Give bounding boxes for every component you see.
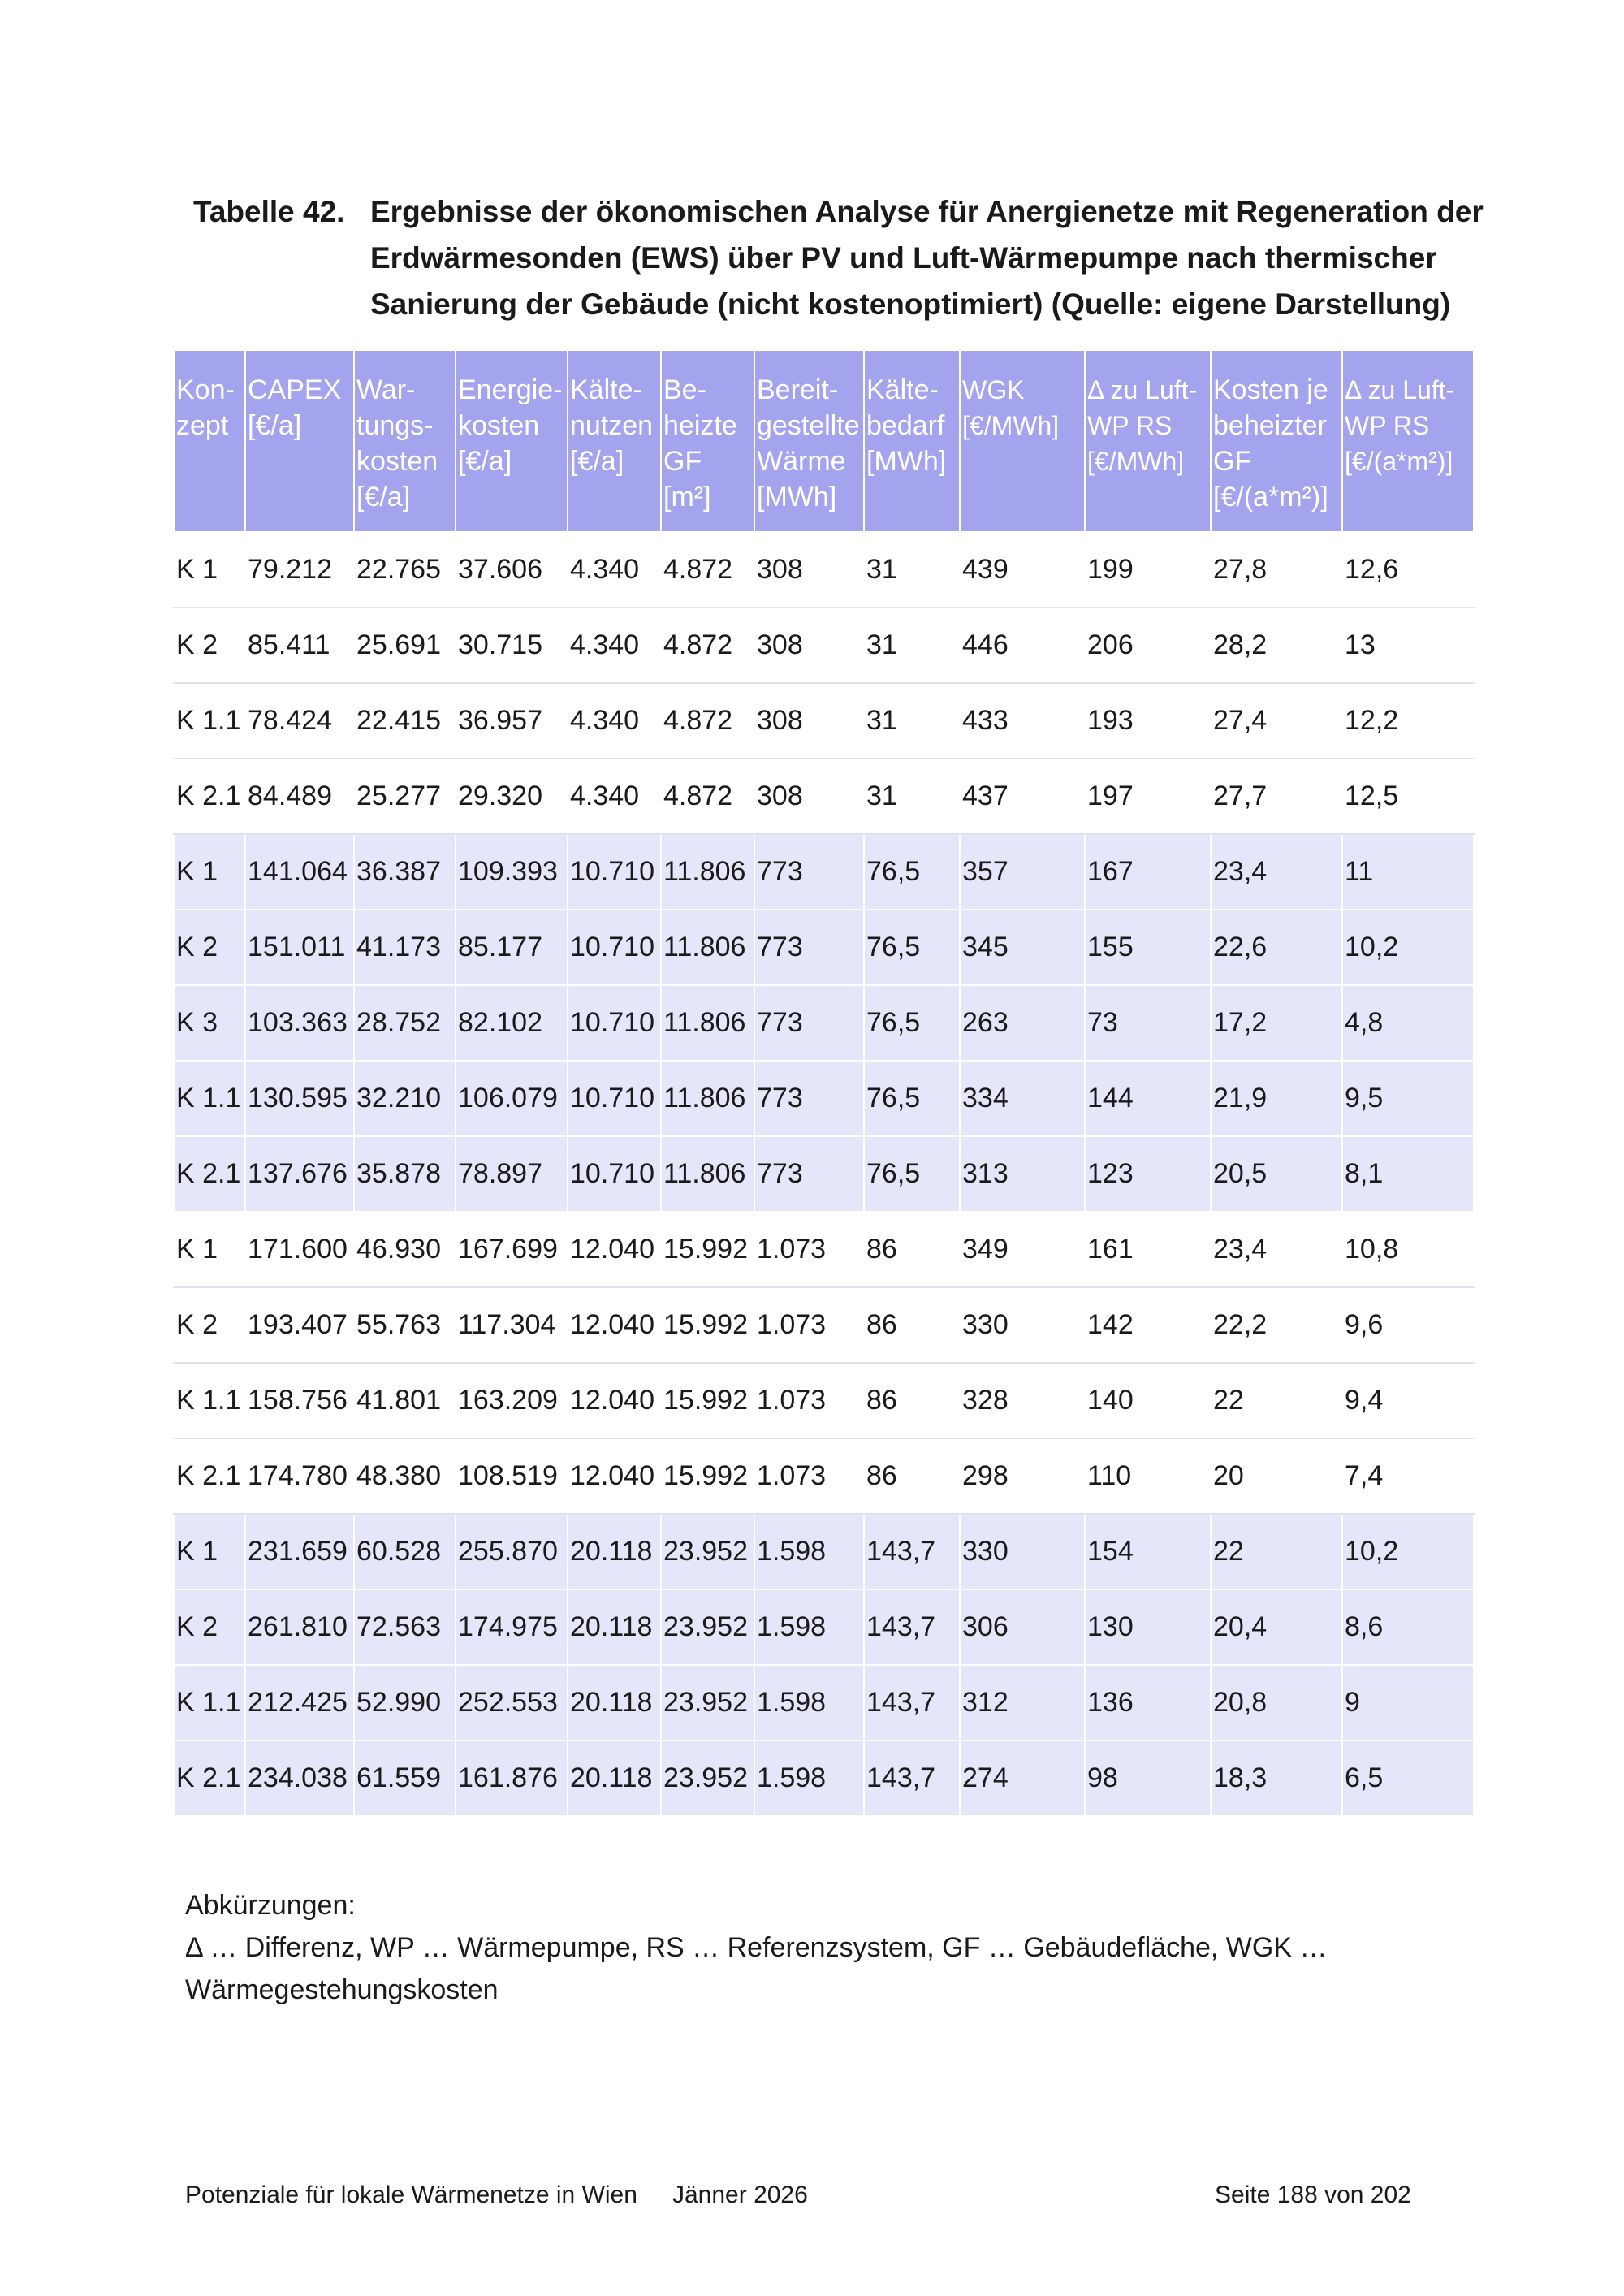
table-cell: 10,2 (1342, 910, 1474, 985)
table-cell: 78.424 (245, 683, 354, 759)
table-cell: 11.806 (661, 910, 754, 985)
column-header-line: Kälte- (866, 374, 939, 405)
table-cell: 4.872 (661, 608, 754, 683)
table-cell: 22,6 (1211, 910, 1342, 985)
table-cell: 171.600 (245, 1212, 354, 1287)
column-header-line: Kälte- (570, 374, 642, 405)
table-cell: 61.559 (354, 1740, 456, 1816)
table-cell: 76,5 (864, 985, 960, 1061)
table-cell: K 2.1 (174, 1438, 245, 1514)
column-header-line: [€/MWh] (1087, 447, 1185, 476)
column-header (1211, 350, 1342, 532)
table-cell: 15.992 (661, 1363, 754, 1438)
table-cell: 4.872 (661, 683, 754, 759)
table-cell: 76,5 (864, 910, 960, 985)
table-cell: K 1 (174, 1514, 245, 1589)
table-cell: 31 (864, 532, 960, 608)
table-row (174, 1740, 1474, 1816)
table-cell: 12.040 (568, 1363, 661, 1438)
table-cell: 72.563 (354, 1589, 456, 1665)
table-cell: 167.699 (456, 1212, 568, 1287)
table-row (174, 1514, 1474, 1589)
table-cell: 8,6 (1342, 1589, 1474, 1665)
table-cell: 37.606 (456, 532, 568, 608)
table-cell: 1.073 (754, 1438, 864, 1514)
table-cell: 60.528 (354, 1514, 456, 1589)
table-cell: 12.040 (568, 1438, 661, 1514)
table-row (174, 683, 1474, 759)
table-cell: 143,7 (864, 1665, 960, 1740)
table-cell: K 2.1 (174, 1136, 245, 1212)
table-cell: 41.801 (354, 1363, 456, 1438)
table-cell: 20.118 (568, 1589, 661, 1665)
column-header (1085, 350, 1211, 532)
table-cell: 73 (1085, 985, 1211, 1061)
table-cell: 103.363 (245, 985, 354, 1061)
column-header-line: Bereit- (757, 374, 839, 405)
table-cell: 193 (1085, 683, 1211, 759)
table-cell: 4.872 (661, 759, 754, 834)
column-header-line: CAPEX (248, 374, 342, 405)
table-cell: 274 (960, 1740, 1085, 1816)
column-header-line: Wärme (757, 446, 846, 477)
column-header-line: [€/(a*m²)] (1213, 482, 1328, 512)
table-cell: 313 (960, 1136, 1085, 1212)
caption-text (370, 188, 1484, 327)
table-cell: 30.715 (456, 608, 568, 683)
footer-date: Jänner 2026 (672, 2181, 808, 2208)
table-cell: 41.173 (354, 910, 456, 985)
table-cell: 1.598 (754, 1665, 864, 1740)
column-header (354, 350, 456, 532)
column-header-line: [€/(a*m²)] (1345, 447, 1453, 476)
table-row (174, 1438, 1474, 1514)
table-cell: 25.691 (354, 608, 456, 683)
footer-page-number: Seite 188 von 202 (1215, 2181, 1411, 2208)
table-cell: 1.598 (754, 1514, 864, 1589)
abbreviations-line: Wärmegestehungskosten (185, 1974, 499, 2005)
column-header-line: [€/MWh] (962, 411, 1060, 440)
table-cell: 9,5 (1342, 1061, 1474, 1136)
table-cell: 1.598 (754, 1740, 864, 1816)
column-header-line: GF (1213, 446, 1252, 477)
table-cell: 108.519 (456, 1438, 568, 1514)
table-cell: 4.340 (568, 759, 661, 834)
abbreviations (185, 1884, 1484, 2011)
column-header (174, 350, 245, 532)
column-header (245, 350, 354, 532)
table-cell: 174.975 (456, 1589, 568, 1665)
table-row (174, 532, 1474, 608)
table-row (174, 759, 1474, 834)
table-cell: K 2 (174, 1589, 245, 1665)
table-cell: 22.415 (354, 683, 456, 759)
table-cell: 98 (1085, 1740, 1211, 1816)
table-cell: 308 (754, 532, 864, 608)
column-header-line: [€/a] (458, 446, 512, 477)
column-header-line: [m²] (663, 482, 711, 512)
table-cell: 349 (960, 1212, 1085, 1287)
table-cell: K 2.1 (174, 1740, 245, 1816)
table-cell: 10.710 (568, 985, 661, 1061)
table-cell: 437 (960, 759, 1085, 834)
table-cell: K 1.1 (174, 1665, 245, 1740)
caption-line: Ergebnisse der ökonomischen Analyse für Anergienetze mit Regeneration der (370, 195, 1484, 228)
table-cell: 298 (960, 1438, 1085, 1514)
table-cell: K 1.1 (174, 683, 245, 759)
table-cell: 439 (960, 532, 1085, 608)
table-cell: 85.411 (245, 608, 354, 683)
column-header-line: kosten (458, 410, 540, 441)
table-cell: 12,6 (1342, 532, 1474, 608)
column-header-line: tungs- (356, 410, 434, 441)
table-cell: 4,8 (1342, 985, 1474, 1061)
footer-title: Potenziale für lokale Wärmenetze in Wien (185, 2181, 637, 2208)
table-cell: 22.765 (354, 532, 456, 608)
table-cell: 11.806 (661, 1061, 754, 1136)
table-row (174, 1212, 1474, 1287)
table-cell: K 2 (174, 910, 245, 985)
table-cell: K 1.1 (174, 1363, 245, 1438)
table-cell: 252.553 (456, 1665, 568, 1740)
column-header-line: War- (356, 374, 416, 405)
table-cell: 141.064 (245, 834, 354, 910)
table-row (174, 1665, 1474, 1740)
table-cell: 174.780 (245, 1438, 354, 1514)
table-cell: 31 (864, 759, 960, 834)
table-cell: 197 (1085, 759, 1211, 834)
table-cell: 18,3 (1211, 1740, 1342, 1816)
table-cell: 20,8 (1211, 1665, 1342, 1740)
column-header (1342, 350, 1474, 532)
table-cell: 140 (1085, 1363, 1211, 1438)
table-cell: 23.952 (661, 1665, 754, 1740)
table-cell: 12.040 (568, 1287, 661, 1363)
abbreviations-title: Abkürzungen: (185, 1890, 356, 1921)
table-cell: 9,4 (1342, 1363, 1474, 1438)
table-cell: 12,5 (1342, 759, 1474, 834)
table-cell: 35.878 (354, 1136, 456, 1212)
table-cell: 86 (864, 1287, 960, 1363)
column-header-line: [€/a] (570, 446, 624, 477)
table-cell: 231.659 (245, 1514, 354, 1589)
table-cell: 21,9 (1211, 1061, 1342, 1136)
table-cell: 11 (1342, 834, 1474, 910)
table-cell: 46.930 (354, 1212, 456, 1287)
table-cell: 78.897 (456, 1136, 568, 1212)
column-header-line: Kon- (176, 374, 235, 405)
table-cell: 144 (1085, 1061, 1211, 1136)
table-cell: 12,2 (1342, 683, 1474, 759)
table-cell: 29.320 (456, 759, 568, 834)
table-cell: 22 (1211, 1514, 1342, 1589)
table-cell: 23.952 (661, 1589, 754, 1665)
table-cell: 4.340 (568, 532, 661, 608)
table-cell: 142 (1085, 1287, 1211, 1363)
table-row (174, 608, 1474, 683)
column-header (568, 350, 661, 532)
table-cell: 25.277 (354, 759, 456, 834)
table-cell: 330 (960, 1514, 1085, 1589)
column-header-line: [€/a] (248, 410, 302, 441)
table-cell: 9,6 (1342, 1287, 1474, 1363)
column-header-line: Be- (663, 374, 706, 405)
column-header-line: GF (663, 446, 702, 477)
table-cell: 27,4 (1211, 683, 1342, 759)
table-cell: 306 (960, 1589, 1085, 1665)
table-cell: 773 (754, 910, 864, 985)
table-cell: 79.212 (245, 532, 354, 608)
table-cell: 137.676 (245, 1136, 354, 1212)
table-cell: 20,5 (1211, 1136, 1342, 1212)
table-body (174, 532, 1474, 1816)
column-header-line: zept (176, 410, 229, 441)
table-cell: 31 (864, 608, 960, 683)
table-cell: 48.380 (354, 1438, 456, 1514)
table-cell: 234.038 (245, 1740, 354, 1816)
table-cell: 20.118 (568, 1740, 661, 1816)
table-cell: 23,4 (1211, 834, 1342, 910)
table-cell: 308 (754, 608, 864, 683)
table-cell: 36.957 (456, 683, 568, 759)
table-cell: 86 (864, 1438, 960, 1514)
column-header (456, 350, 568, 532)
table-cell: 130.595 (245, 1061, 354, 1136)
table-row (174, 1136, 1474, 1212)
caption-line: Sanierung der Gebäude (nicht kostenoptimiert) (Quelle: eigene Darstellung) (370, 288, 1451, 321)
column-header-line: nutzen (570, 410, 654, 441)
table-cell: 206 (1085, 608, 1211, 683)
column-header-line: Δ zu Luft- (1345, 375, 1455, 404)
table-cell: 1.073 (754, 1212, 864, 1287)
table-cell: 433 (960, 683, 1085, 759)
table-cell: 334 (960, 1061, 1085, 1136)
table-cell: 10.710 (568, 1061, 661, 1136)
table-cell: 773 (754, 1136, 864, 1212)
table-cell: 22,2 (1211, 1287, 1342, 1363)
table-cell: K 1 (174, 1212, 245, 1287)
table-cell: 82.102 (456, 985, 568, 1061)
table-cell: 10,2 (1342, 1514, 1474, 1589)
table-cell: 163.209 (456, 1363, 568, 1438)
column-header (960, 350, 1085, 532)
column-header-line: kosten (356, 446, 438, 477)
table-cell: 261.810 (245, 1589, 354, 1665)
column-header-line: Kosten je (1213, 374, 1328, 405)
column-header-line: Energie- (458, 374, 563, 405)
table-cell: 23.952 (661, 1514, 754, 1589)
table-cell: 20,4 (1211, 1589, 1342, 1665)
column-header-line: WP RS (1087, 411, 1173, 440)
caption-line: Erdwärmesonden (EWS) über PV und Luft-Wärmepumpe nach thermischer (370, 241, 1437, 275)
table-cell: 31 (864, 683, 960, 759)
table-cell: 167 (1085, 834, 1211, 910)
column-header-line: heizte (663, 410, 737, 441)
column-header-line: WGK (962, 375, 1025, 404)
table-cell: 345 (960, 910, 1085, 985)
column-header (754, 350, 864, 532)
table-cell: 10.710 (568, 1136, 661, 1212)
table-cell: 86 (864, 1363, 960, 1438)
table-cell: 15.992 (661, 1287, 754, 1363)
table-cell: 130 (1085, 1589, 1211, 1665)
table-cell: 255.870 (456, 1514, 568, 1589)
table-cell: 6,5 (1342, 1740, 1474, 1816)
table-cell: 10,8 (1342, 1212, 1474, 1287)
table-cell: 76,5 (864, 834, 960, 910)
table-cell: K 1.1 (174, 1061, 245, 1136)
table-row (174, 1589, 1474, 1665)
table-cell: 7,4 (1342, 1438, 1474, 1514)
table-cell: 263 (960, 985, 1085, 1061)
table-cell: K 2 (174, 608, 245, 683)
column-header-line: [€/a] (356, 482, 411, 512)
table-cell: 11.806 (661, 834, 754, 910)
table-cell: 773 (754, 985, 864, 1061)
table-cell: 155 (1085, 910, 1211, 985)
column-header-line: [MWh] (757, 482, 837, 512)
table-cell: K 1 (174, 532, 245, 608)
table-cell: 110 (1085, 1438, 1211, 1514)
table-cell: 23,4 (1211, 1212, 1342, 1287)
column-header-line: Δ zu Luft- (1087, 375, 1198, 404)
table-cell: 20 (1211, 1438, 1342, 1514)
table-cell: 151.011 (245, 910, 354, 985)
table-cell: 20.118 (568, 1514, 661, 1589)
column-header-line: beheizter (1213, 410, 1327, 441)
table-cell: 1.073 (754, 1363, 864, 1438)
table-cell: 212.425 (245, 1665, 354, 1740)
table-cell: 154 (1085, 1514, 1211, 1589)
table-cell: 773 (754, 834, 864, 910)
table-cell: K 3 (174, 985, 245, 1061)
column-header (864, 350, 960, 532)
table-cell: 9 (1342, 1665, 1474, 1740)
table-cell: 308 (754, 759, 864, 834)
column-header-line: WP RS (1345, 411, 1430, 440)
table-cell: K 2.1 (174, 759, 245, 834)
table-cell: 27,7 (1211, 759, 1342, 834)
table-cell: 161.876 (456, 1740, 568, 1816)
table-cell: 12.040 (568, 1212, 661, 1287)
column-header-line: [MWh] (866, 446, 947, 477)
table-cell: 10.710 (568, 834, 661, 910)
table-cell: 10.710 (568, 910, 661, 985)
column-header-line: gestellte (757, 410, 860, 441)
table-cell: 143,7 (864, 1589, 960, 1665)
table-cell: 8,1 (1342, 1136, 1474, 1212)
table-cell: 23.952 (661, 1740, 754, 1816)
table-cell: 446 (960, 608, 1085, 683)
table-row (174, 1061, 1474, 1136)
table-cell: 55.763 (354, 1287, 456, 1363)
table-cell: 1.598 (754, 1589, 864, 1665)
table-cell: 106.079 (456, 1061, 568, 1136)
table-cell: 143,7 (864, 1740, 960, 1816)
table-cell: 4.340 (568, 683, 661, 759)
table-cell: 76,5 (864, 1136, 960, 1212)
table-cell: 22 (1211, 1363, 1342, 1438)
table-cell: 20.118 (568, 1665, 661, 1740)
table-cell: 11.806 (661, 985, 754, 1061)
table-cell: 1.073 (754, 1287, 864, 1363)
table-row (174, 910, 1474, 985)
table-cell: 308 (754, 683, 864, 759)
table-cell: 4.340 (568, 608, 661, 683)
table-cell: 109.393 (456, 834, 568, 910)
table-cell: 27,8 (1211, 532, 1342, 608)
table-cell: K 1 (174, 834, 245, 910)
abbreviations-line: Δ … Differenz, WP … Wärmepumpe, RS … Referenzsystem, GF … Gebäudefläche, WGK … (185, 1932, 1328, 1963)
column-header-line: bedarf (866, 410, 945, 441)
results-table (173, 349, 1475, 1817)
table-row (174, 834, 1474, 910)
table-cell: 357 (960, 834, 1085, 910)
table-cell: 85.177 (456, 910, 568, 985)
table-cell: 84.489 (245, 759, 354, 834)
table-cell: 143,7 (864, 1514, 960, 1589)
table-cell: 328 (960, 1363, 1085, 1438)
table-header-row (174, 350, 1474, 532)
table-cell: 15.992 (661, 1438, 754, 1514)
table-cell: 17,2 (1211, 985, 1342, 1061)
table-cell: 136 (1085, 1665, 1211, 1740)
table-cell: 32.210 (354, 1061, 456, 1136)
table-cell: 330 (960, 1287, 1085, 1363)
table-cell: 11.806 (661, 1136, 754, 1212)
table-cell: K 2 (174, 1287, 245, 1363)
table-cell: 28.752 (354, 985, 456, 1061)
table-cell: 28,2 (1211, 608, 1342, 683)
table-cell: 161 (1085, 1212, 1211, 1287)
table-cell: 13 (1342, 608, 1474, 683)
table-row (174, 985, 1474, 1061)
column-header (661, 350, 754, 532)
caption-label: Tabelle 42. (193, 195, 345, 228)
table-row (174, 1363, 1474, 1438)
table-cell: 158.756 (245, 1363, 354, 1438)
table-cell: 15.992 (661, 1212, 754, 1287)
table-cell: 76,5 (864, 1061, 960, 1136)
table-cell: 86 (864, 1212, 960, 1287)
table-cell: 36.387 (354, 834, 456, 910)
table-cell: 773 (754, 1061, 864, 1136)
table-cell: 123 (1085, 1136, 1211, 1212)
table-cell: 312 (960, 1665, 1085, 1740)
table-cell: 52.990 (354, 1665, 456, 1740)
table-cell: 117.304 (456, 1287, 568, 1363)
table-cell: 199 (1085, 532, 1211, 608)
table-cell: 193.407 (245, 1287, 354, 1363)
table-cell: 4.872 (661, 532, 754, 608)
table-row (174, 1287, 1474, 1363)
